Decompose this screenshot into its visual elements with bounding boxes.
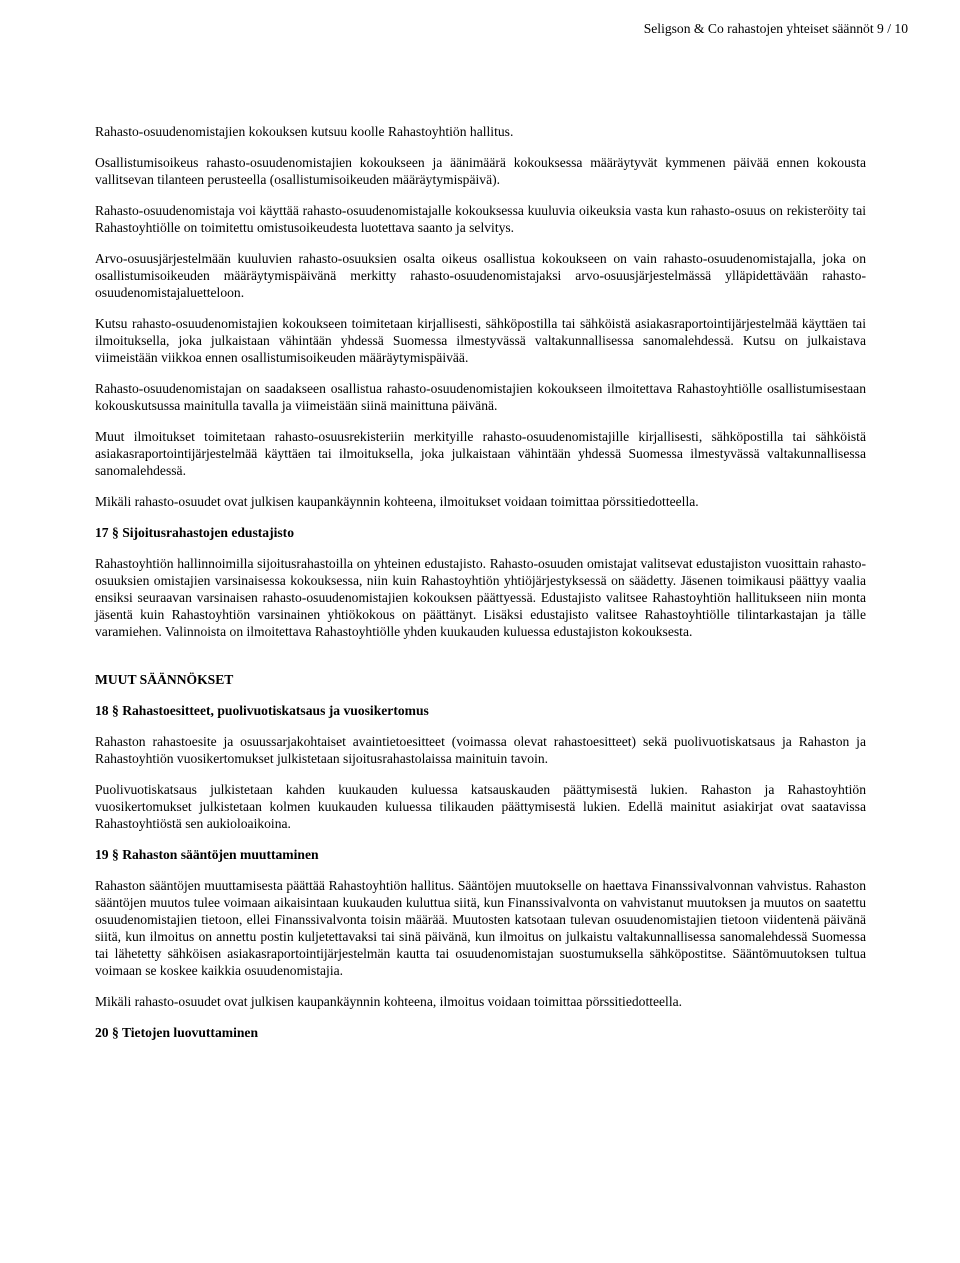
running-header: Seligson & Co rahastojen yhteiset säännöt 9 / 10 xyxy=(643,21,908,36)
paragraph-reporting-schedule: Puolivuotiskatsaus julkistetaan kahden kuukauden kuluessa katsauskauden päättymisestä lukien. Rahaston ja Rahastoyhtiön vuosikertomukset julkistetaan kolmen kuukauden kuluessa tilikauden päättymisestä lukien. Edellä mainitut asiakirjat ovat saatavissa Rahastoyhtiöstä sen aukioloaikoina. xyxy=(95,782,866,831)
section-heading-19: 19 § Rahaston sääntöjen muuttaminen xyxy=(95,847,319,862)
paragraph-meeting-convening: Rahasto-osuudenomistajien kokouksen kutsuu koolle Rahastoyhtiön hallitus. xyxy=(95,124,514,139)
paragraph-meeting-invitation: Kutsu rahasto-osuudenomistajien kokoukseen toimitetaan kirjallisesti, sähköpostilla tai sähköistä asiakasraportointijärjestelmää käyttäen tai ilmoituksella, joka julkaistaan vähintään yhdessä Suomessa ilmestyvässä valtakunnallisessa sanomalehdessä. Kutsu on julkaistava viimeistään viikkoa ennen osallistumisoikeuden määräytymispäivää. xyxy=(95,316,866,365)
paragraph-stock-exchange-notice: Mikäli rahasto-osuudet ovat julkisen kaupankäynnin kohteena, ilmoitukset voidaan toimittaa pörssitiedotteella. xyxy=(95,494,699,509)
paragraph-prospectuses: Rahaston rahastoesite ja osuussarjakohtaiset avaintietoesitteet (voimassa olevat rahastoesitteet) sekä puolivuotiskatsaus ja Rahaston ja Rahastoyhtiön vuosikertomukset julkistetaan sijoitusrahastolaissa mainituin tavoin. xyxy=(95,734,866,766)
section-heading-17: 17 § Sijoitusrahastojen edustajisto xyxy=(95,525,295,540)
chapter-heading-other-provisions: MUUT SÄÄNNÖKSET xyxy=(95,672,234,687)
paragraph-registration-requirement: Rahasto-osuudenomistaja voi käyttää rahasto-osuudenomistajalle kokouksessa kuuluvia oikeuksia vasta kun rahasto-osuus on rekisteröity tai Rahastoyhtiölle on toimitettu omistusoikeudesta luotettava saanto ja selvitys. xyxy=(95,203,866,235)
paragraph-amendment-notice: Mikäli rahasto-osuudet ovat julkisen kaupankäynnin kohteena, ilmoitus voidaan toimittaa pörssitiedotteella. xyxy=(95,994,683,1009)
paragraph-book-entry-system: Arvo-osuusjärjestelmään kuuluvien rahasto-osuuksien osalta oikeus osallistua kokoukseen on vain rahasto-osuudenomistajalla, joka on osallistumisoikeuden määräytymispäivänä merkitty rahasto-osuudenomistajaksi arvo-osuusjärjestelmässä ylläpidettävään rahasto-osuudenomistajaluetteloon. xyxy=(95,251,866,300)
section-heading-18: 18 § Rahastoesitteet, puolivuotiskatsaus ja vuosikertomus xyxy=(95,703,429,718)
paragraph-other-notices: Muut ilmoitukset toimitetaan rahasto-osuusrekisteriin merkityille rahasto-osuudenomistajille kirjallisesti, sähköpostilla tai sähköistä asiakasraportointijärjestelmää käyttäen tai ilmoituksella, joka julkaistaan vähintään yhdessä Suomessa ilmestyvässä valtakunnallisessa sanomalehdessä. xyxy=(95,429,866,478)
document-body xyxy=(95,123,866,1041)
paragraph-supervisory-board: Rahastoyhtiön hallinnoimilla sijoitusrahastoilla on yhteinen edustajisto. Rahasto-osuuden omistajat valitsevat edustajiston vuosittain rahasto-osuuksien omistajien varsinaisessa kokouksessa, niin kuin Rahastoyhtiön yhtiöjärjestyksessä on säädetty. Jäsenen toimikausi päättyy vaalia ensiksi seuraavan varsinaisen rahasto-osuudenomistajien kokouksen päättyessä. Edustajisto valitsee Rahastoyhtiön hallitukseen niin monta jäsentä kuin Rahastoyhtiön varsinainen yhtiökokous on päättänyt. Lisäksi edustajisto valitsee Rahastoyhtiölle tilintarkastajan ja tälle varamiehen. Valinnoista on ilmoitettava Rahastoyhtiölle yhden kuukauden kuluessa edustajiston kokouksesta. xyxy=(95,556,866,639)
paragraph-registration-notice: Rahasto-osuudenomistajan on saadakseen osallistua rahasto-osuudenomistajien kokoukseen ilmoitettava Rahastoyhtiölle osallistumisestaan kokouskutsussa mainitulla tavalla ja viimeistään siinä mainittuna päivänä. xyxy=(95,381,866,413)
section-heading-20: 20 § Tietojen luovuttaminen xyxy=(95,1025,259,1040)
paragraph-participation-right: Osallistumisoikeus rahasto-osuudenomistajien kokoukseen ja äänimäärä kokouksessa määräytyvät kymmenen päivää ennen kokousta vallitsevan tilanteen perusteella (osallistumisoikeuden määräytymispäivä). xyxy=(95,155,866,187)
paragraph-rule-amendment: Rahaston sääntöjen muuttamisesta päättää Rahastoyhtiön hallitus. Sääntöjen muutokselle on haettava Finanssivalvonnan vahvistus. Rahaston sääntöjen muutos tulee voimaan aikaisintaan kuukauden kuluttua siitä, kun Finanssivalvonta on vahvistanut muutoksen ja muutos on saatettu osuudenomistajien tietoon, ellei Finanssivalvonta toisin määrää. Muutosten katsotaan tulevan osuudenomistajien tietoon viidentenä päivänä siitä, kun ilmoitus on annettu postin kuljetettavaksi tai sinä päivänä, kun ilmoitus on julkaistu valtakunnallisessa sanomalehdessä Suomessa tai lähetetty sähköisen asiakasraportointijärjestelmän kautta tai osuudenomistajan suostumuksella sähköpostitse. Sääntömuutoksen tultua voimaan se koskee kaikkia osuudenomistajia. xyxy=(95,878,866,978)
